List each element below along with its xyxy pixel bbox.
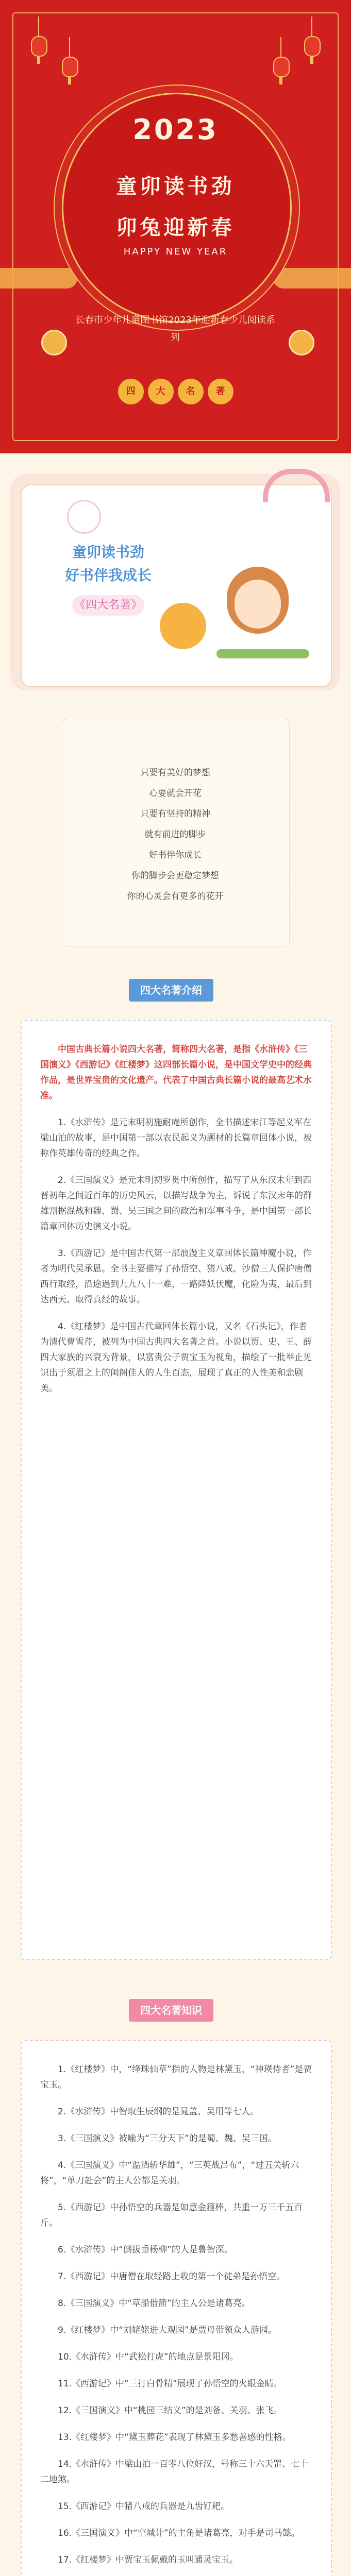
girl-face xyxy=(235,580,281,629)
circle-char: 大 xyxy=(148,379,174,404)
paragraph: 4.《红楼梦》是中国古代章回体长篇小说，又名《石头记》，作者为清代曹雪芹，被列为中国古典四大名著之首。小说以贾、史、王、薛四大家族的兴衰为背景，以富贵公子贾宝玉为视角，描绘了一批举止见识出于须眉之上的闺阁佳人的人生百态，展现了真正的人性美和悲剧美。 xyxy=(40,1321,312,1394)
banner-greeting: HAPPY NEW YEAR xyxy=(123,246,228,257)
poem-line: 就有前进的脚步 xyxy=(144,829,206,840)
lead-paragraph: 中国古典长篇小说四大名著，简称四大名著，是指《水浒传》《三国演义》《西游记》《红楼梦》这四部长篇小说，是中国文学史中的经典作品，是世界宝贵的文化遗产。代表了中国古典长篇小说的最高艺术水准。 xyxy=(40,1044,312,1101)
unicorn-icon xyxy=(67,500,101,534)
knowledge-item: 8.《三国演义》中“草船借箭”的主人公是诸葛亮。 xyxy=(58,2298,250,2309)
knowledge-item: 7.《西游记》中唐僧在取经路上收的第一个徒弟是孙悟空。 xyxy=(58,2272,286,2282)
circle-char: 著 xyxy=(208,379,233,404)
poem-line: 你的心灵会有更多的花开 xyxy=(127,891,224,902)
poem-line: 你的脚步会更稳定梦想 xyxy=(131,871,219,881)
section-label: 四大名著知识 xyxy=(129,1999,213,2022)
lantern-icon xyxy=(273,57,290,77)
knowledge-item: 6.《水浒传》中“倒拔垂杨柳”的人是鲁智深。 xyxy=(58,2245,233,2255)
banner-year: 2023 xyxy=(132,113,219,146)
knowledge-item: 1.《红楼梦》中，“绛珠仙草”指的人物是林黛玉，“神瑛侍者”是贾宝玉。 xyxy=(40,2064,312,2090)
swing-icon xyxy=(216,649,309,658)
lantern-icon xyxy=(62,57,78,77)
lantern-icon xyxy=(31,36,47,57)
banner-subtitle: 长春市少年儿童图书馆2023年迎新春少儿阅读系列 xyxy=(75,315,275,343)
coin-icon xyxy=(289,330,314,355)
knowledge-item: 17.《红楼梦》中贾宝玉佩戴的玉叫通灵宝玉。 xyxy=(58,2555,239,2565)
knowledge-item: 12.《三国演义》中“桃园三结义”的是刘备、关羽、张飞。 xyxy=(58,2405,282,2416)
sun-icon xyxy=(160,603,206,649)
poem-line: 只要有美好的梦想 xyxy=(140,768,210,778)
poem-line: 好书伴你成长 xyxy=(149,850,202,860)
poem-line: 只要有坚持的精神 xyxy=(140,809,210,819)
knowledge-item: 11.《西游记》中“三打白骨精”展现了孙悟空的火眼金睛。 xyxy=(58,2379,282,2389)
knowledge-item: 13.《红楼梦》中“黛玉葬花”表现了林黛玉多愁善感的性格。 xyxy=(58,2432,291,2443)
lantern-icon xyxy=(304,36,321,57)
banner-title-line2: 卯兔迎新春 xyxy=(116,216,235,240)
cloud-decoration xyxy=(0,268,77,289)
paragraph: 3.《西游记》是中国古代第一部浪漫主义章回体长篇神魔小说，作者为明代吴承恩。全书主要描写了孙悟空、猪八戒、沙僧三人保护唐僧西行取经，沿途遇到九九八十一难，一路降妖伏魔，化险为夷，最后到达西天、取得真经的故事。 xyxy=(40,1248,312,1305)
knowledge-item: 15.《西游记》中猪八戒的兵器是九齿钉耙。 xyxy=(58,2501,230,2512)
banner-title-line1: 童卯读书劲 xyxy=(116,175,235,198)
intro-text-card xyxy=(21,1020,332,1960)
poem xyxy=(77,762,273,907)
intro-heading-line2: 好书伴我成长 xyxy=(64,567,152,584)
paragraph: 1.《水浒传》是元末明初施耐庵所创作，全书描述宋江等起义军在梁山泊的故事，是中国第一部以农民起义为题材的长篇章回体小说，被称作英雄传奇的经典之作。 xyxy=(40,1117,312,1159)
new-year-banner xyxy=(0,0,351,453)
knowledge-item: 16.《三国演义》中“空城计”的主角是诸葛亮，对手是司马懿。 xyxy=(58,2528,300,2538)
cloud-decoration xyxy=(273,268,351,289)
knowledge-item: 5.《西游记》中孙悟空的兵器是如意金箍棒，共重一万三千五百斤。 xyxy=(40,2202,303,2228)
circle-char: 四 xyxy=(118,379,144,404)
section-label: 四大名著介绍 xyxy=(129,979,213,1002)
intro-book-tag: 《四大名著》 xyxy=(72,595,144,616)
intro-heading-line1: 童卯读书劲 xyxy=(72,544,144,561)
banner-circle-row xyxy=(0,379,351,404)
knowledge-card xyxy=(21,2040,332,2576)
coin-icon xyxy=(41,330,67,355)
knowledge-item: 10.《水浒传》中“武松打虎”的地点是景阳冈。 xyxy=(58,2352,239,2362)
knowledge-item: 14.《水浒传》中梁山泊一百零八位好汉，号称三十六天罡、七十二地煞。 xyxy=(40,2459,309,2485)
knowledge-item: 4.《三国演义》中“温酒斩华雄”，“三英战吕布”，“过五关斩六将”，“单刀赴会”的主人公都是关羽。 xyxy=(40,2160,299,2186)
intro-illustration xyxy=(0,453,351,711)
circle-char: 名 xyxy=(178,379,204,404)
knowledge-item: 2.《水浒传》中智取生辰纲的是晁盖、吴用等七人。 xyxy=(58,2107,259,2117)
poem-line: 心要就会开花 xyxy=(149,788,202,799)
intro-text xyxy=(40,1042,312,1408)
paragraph: 2.《三国演义》是元末明初罗贯中所创作，描写了从东汉末年到西晋初年之间近百年的历史风云，以描写战争为主，诉说了东汉末年的群雄割据混战和魏、蜀、吴三国之间的政治和军事斗争，是中国第一部长篇章回体历史演义小说。 xyxy=(40,1175,312,1232)
knowledge-item: 9.《红楼梦》中“刘姥姥进大观园”是贾母带领众人游园。 xyxy=(58,2325,277,2335)
knowledge-text xyxy=(40,2062,312,2576)
knowledge-item: 3.《三国演义》被喻为“三分天下”的是蜀、魏、吴三国。 xyxy=(58,2133,277,2144)
